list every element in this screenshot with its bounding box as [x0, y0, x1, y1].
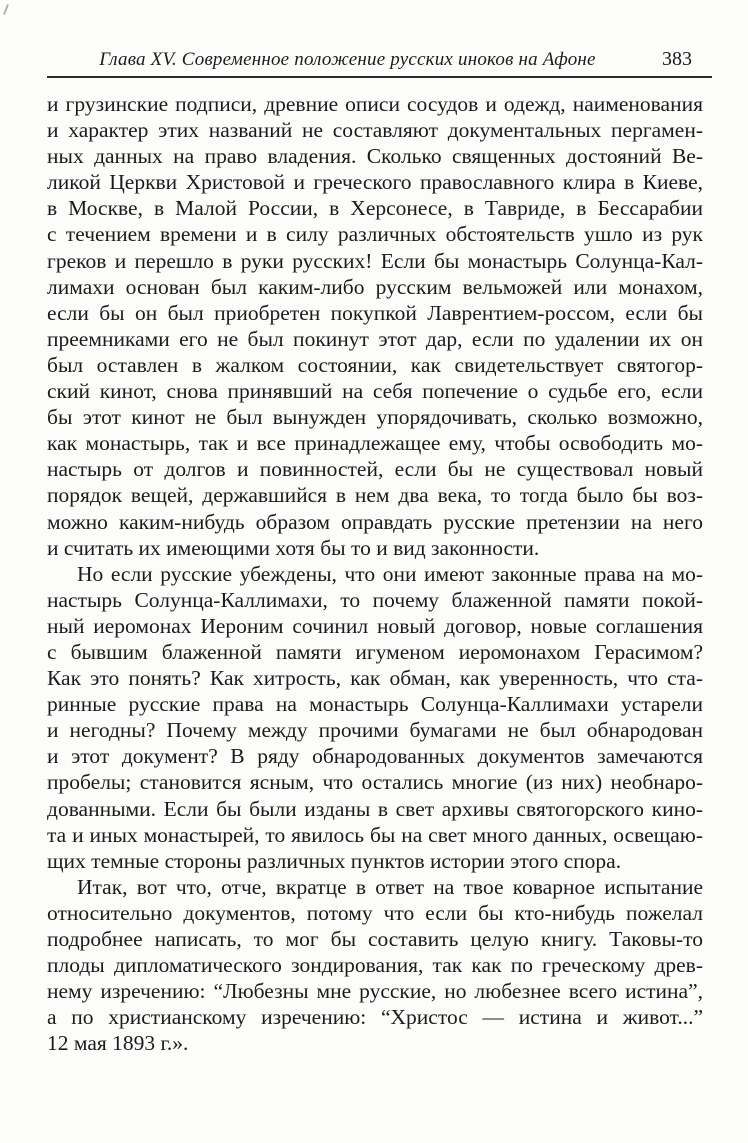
- text-line: и грузинские подписи, древние описи сосудов и одежд, наименования: [47, 92, 703, 116]
- text-line: и негодны? Почему между прочими бумагами не был обнародован: [47, 718, 703, 743]
- text-line: Итак, вот что, отче, вкратце в ответ на твое коварное испытание: [77, 874, 703, 899]
- text-line: нему изречению: “Любезны мне русские, но любезнее всего истина”,: [47, 979, 703, 1004]
- text-line: если бы он был приобретен покупкой Лаврентием-россом, если бы: [47, 300, 703, 325]
- text-line: дованными. Если бы были изданы в свет архивы святогорского кино-: [47, 796, 703, 821]
- text-line: лимахи основан был каким-либо русским вельможей или монахом,: [47, 274, 703, 299]
- text-line: ский кинот, снова принявший на себя попечение о судьбе его, если: [47, 379, 703, 404]
- text-line: и характер этих названий не составляют документальных пергамен-: [47, 118, 703, 143]
- text-line: а по христианскому изречению: “Христос — истина и живот...”: [47, 1005, 703, 1030]
- page-number: 383: [662, 48, 692, 70]
- text-line: пробелы; становится ясным, что остались многие (из них) необнаро-: [47, 770, 703, 795]
- text-line: в Москве, в Малой России, в Херсонесе, в Тавриде, в Бессарабии: [47, 196, 703, 221]
- text-line: порядок вещей, державшийся в нем два века, то тогда было бы воз-: [47, 483, 703, 508]
- text-line: ных данных на право владения. Сколько священных достояний Ве-: [47, 144, 703, 169]
- page-header: [47, 48, 712, 71]
- text-line: та и иных монастырей, то явилось бы на свет много данных, освещаю-: [47, 822, 703, 847]
- text-line: и этот документ? В ряду обнародованных документов замечаются: [47, 744, 703, 769]
- text-line: как монастырь, так и все принадлежащее ему, чтобы освободить мо-: [47, 431, 703, 456]
- text-line: настырь Солунца-Каллимахи, то почему блаженной памяти покой-: [47, 587, 703, 612]
- text-line: относительно документов, потому что если бы кто-нибудь пожелал: [47, 900, 703, 925]
- text-line: ликой Церкви Христовой и греческого православного клира в Киеве,: [47, 170, 703, 195]
- text-line: щих темные стороны различных пунктов истории этого спора.: [47, 848, 622, 873]
- scan-speck: [3, 4, 9, 15]
- text-line: греков и перешло в руки русских! Если бы монастырь Солунца-Кал-: [47, 248, 703, 273]
- header-rule: [47, 76, 712, 78]
- paragraph: [47, 874, 703, 1057]
- text-line: ринные русские права на монастырь Солунца-Каллимахи устарели: [47, 692, 703, 717]
- text-line: бы этот кинот не был вынужден упорядочивать, сколько возможно,: [47, 405, 703, 430]
- text-line: можно каким-нибудь образом оправдать русские претензии на него: [47, 509, 703, 534]
- text-line: был оставлен в жалком состоянии, как свидетельствует святогор-: [47, 352, 703, 377]
- text-line: преемниками его не был покинут этот дар, если по удалении их он: [47, 326, 703, 351]
- text-line: 12 мая 1893 г.».: [47, 1031, 189, 1056]
- text-line: с бывшим блаженной памяти игуменом иеромонахом Герасимом?: [47, 639, 703, 664]
- text-line: с течением времени и в силу различных обстоятельств ушло из рук: [47, 222, 703, 247]
- paragraph: [47, 561, 703, 874]
- text-line: ный иеромонах Иероним сочинил новый договор, новые соглашения: [47, 613, 703, 638]
- page-body: [47, 91, 703, 1056]
- paragraph: [47, 91, 703, 561]
- text-line: и считать их имеющими хотя бы то и вид законности.: [47, 535, 540, 560]
- text-line: подробнее написать, то мог бы составить целую книгу. Таковы-то: [47, 927, 703, 951]
- text-line: плоды дипломатического зондирования, так как по греческому древ-: [47, 953, 703, 978]
- text-line: настырь от долгов и повинностей, если бы не существовал новый: [47, 457, 703, 482]
- text-line: Как это понять? Как хитрость, как обман, как уверенность, что ста-: [47, 666, 703, 691]
- running-title: Глава XV. Современное положение русских иноков на Афоне: [99, 49, 596, 70]
- text-line: Но если русские убеждены, что они имеют законные права на мо-: [77, 561, 703, 586]
